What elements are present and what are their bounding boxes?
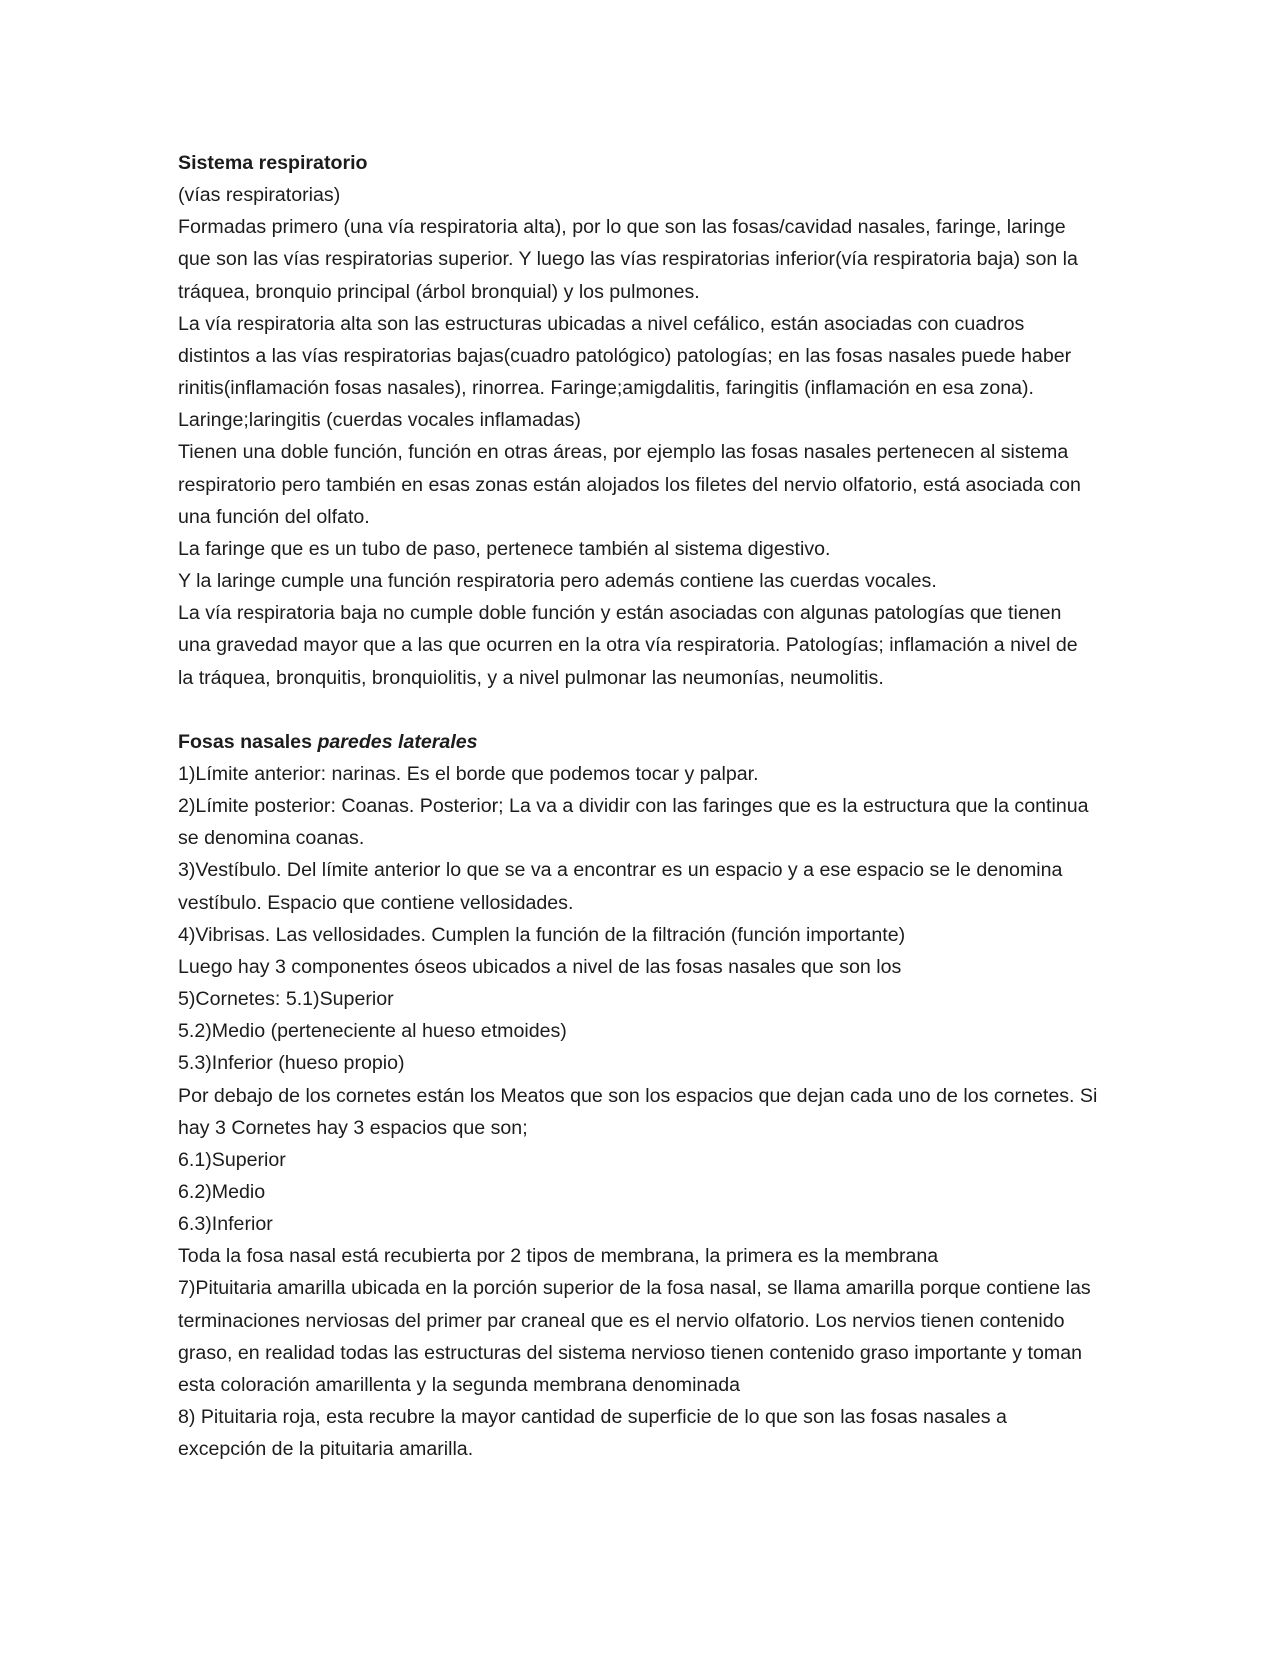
section-title-italic: paredes laterales [317,730,478,753]
list-item: 3)Vestíbulo. Del límite anterior lo que se va a encontrar es un espacio y a ese espacio se le denomina vestíbulo. Espacio que contiene vellosidades. [178,859,1063,914]
list-item: 6.3)Inferior [178,1213,273,1236]
paragraph: La vía respiratoria alta son las estructuras ubicadas a nivel cefálico, están asociadas con cuadros distintos a las vías respiratorias bajas(cuadro patológico) patologías; en las fosas nasales puede haber rinitis(inflamación fosas nasales), rinorrea. Faringe;amigdalitis, faringitis (inflamación en esa zona). Laringe;laringitis (cuerdas vocales inflamadas) [178,312,1072,432]
section-title-fosas-nasales [178,726,1098,758]
paragraph: Tienen una doble función, función en otras áreas, por ejemplo las fosas nasales pertenecen al sistema respiratorio pero también en esas zonas están alojados los filetes del nervio olfatorio, está asociada con una función del olfato. [178,441,1081,528]
paragraph: Toda la fosa nasal está recubierta por 2 tipos de membrana, la primera es la membrana [178,1245,939,1268]
section-title-sistema-respiratorio: Sistema respiratorio [178,152,368,174]
list-item: 1)Límite anterior: narinas. Es el borde que podemos tocar y palpar. [178,762,759,785]
list-item: 6.2)Medio [178,1180,266,1203]
list-item: 4)Vibrisas. Las vellosidades. Cumplen la función de la filtración (función importante) [178,923,906,946]
document-page [178,147,1098,1465]
list-item: 5.3)Inferior (hueso propio) [178,1052,405,1075]
list-item: 5.2)Medio (perteneciente al hueso etmoides) [178,1020,567,1043]
section-title-main: Fosas nasales [178,730,312,753]
paragraph: Luego hay 3 componentes óseos ubicados a nivel de las fosas nasales que son los [178,955,902,978]
paragraph: La faringe que es un tubo de paso, pertenece también al sistema digestivo. [178,537,831,560]
list-item: 2)Límite posterior: Coanas. Posterior; La va a dividir con las faringes que es la estructura que la continua se denomina coanas. [178,795,1089,850]
paragraph: Formadas primero (una vía respiratoria alta), por lo que son las fosas/cavidad nasales, faringe, laringe que son las vías respiratorias superior. Y luego las vías respiratorias inferior(vía respiratoria baja) son la tráquea, bronquio principal (árbol bronquial) y los pulmones. [178,216,1078,303]
paragraph: La vía respiratoria baja no cumple doble función y están asociadas con algunas patologías que tienen una gravedad mayor que a las que ocurren en la otra vía respiratoria. Patologías; inflamación a nivel de la tráquea, bronquitis, bronquiolitis, y a nivel pulmonar las neumonías, neumolitis. [178,602,1078,689]
list-item: 7)Pituitaria amarilla ubicada en la porción superior de la fosa nasal, se llama amarilla porque contiene las terminaciones nerviosas del primer par craneal que es el nervio olfatorio. Los nervios tienen contenido graso, en realidad todas las estructuras del sistema nervioso tienen contenido graso importante y toman esta coloración amarillenta y la segunda membrana denominada [178,1277,1091,1396]
blank-line [178,694,1098,726]
list-item: 5)Cornetes: 5.1)Superior [178,988,394,1011]
list-item: 6.1)Superior [178,1148,286,1171]
paragraph: Por debajo de los cornetes están los Meatos que son los espacios que dejan cada uno de los cornetes. Si hay 3 Cornetes hay 3 espacios que son; [178,1084,1098,1139]
paragraph: Y la laringe cumple una función respiratoria pero además contiene las cuerdas vocales. [178,570,937,593]
list-item: 8) Pituitaria roja, esta recubre la mayor cantidad de superficie de lo que son las fosas nasales a excepción de la pituitaria amarilla. [178,1406,1007,1461]
section-subtitle: (vías respiratorias) [178,184,341,207]
